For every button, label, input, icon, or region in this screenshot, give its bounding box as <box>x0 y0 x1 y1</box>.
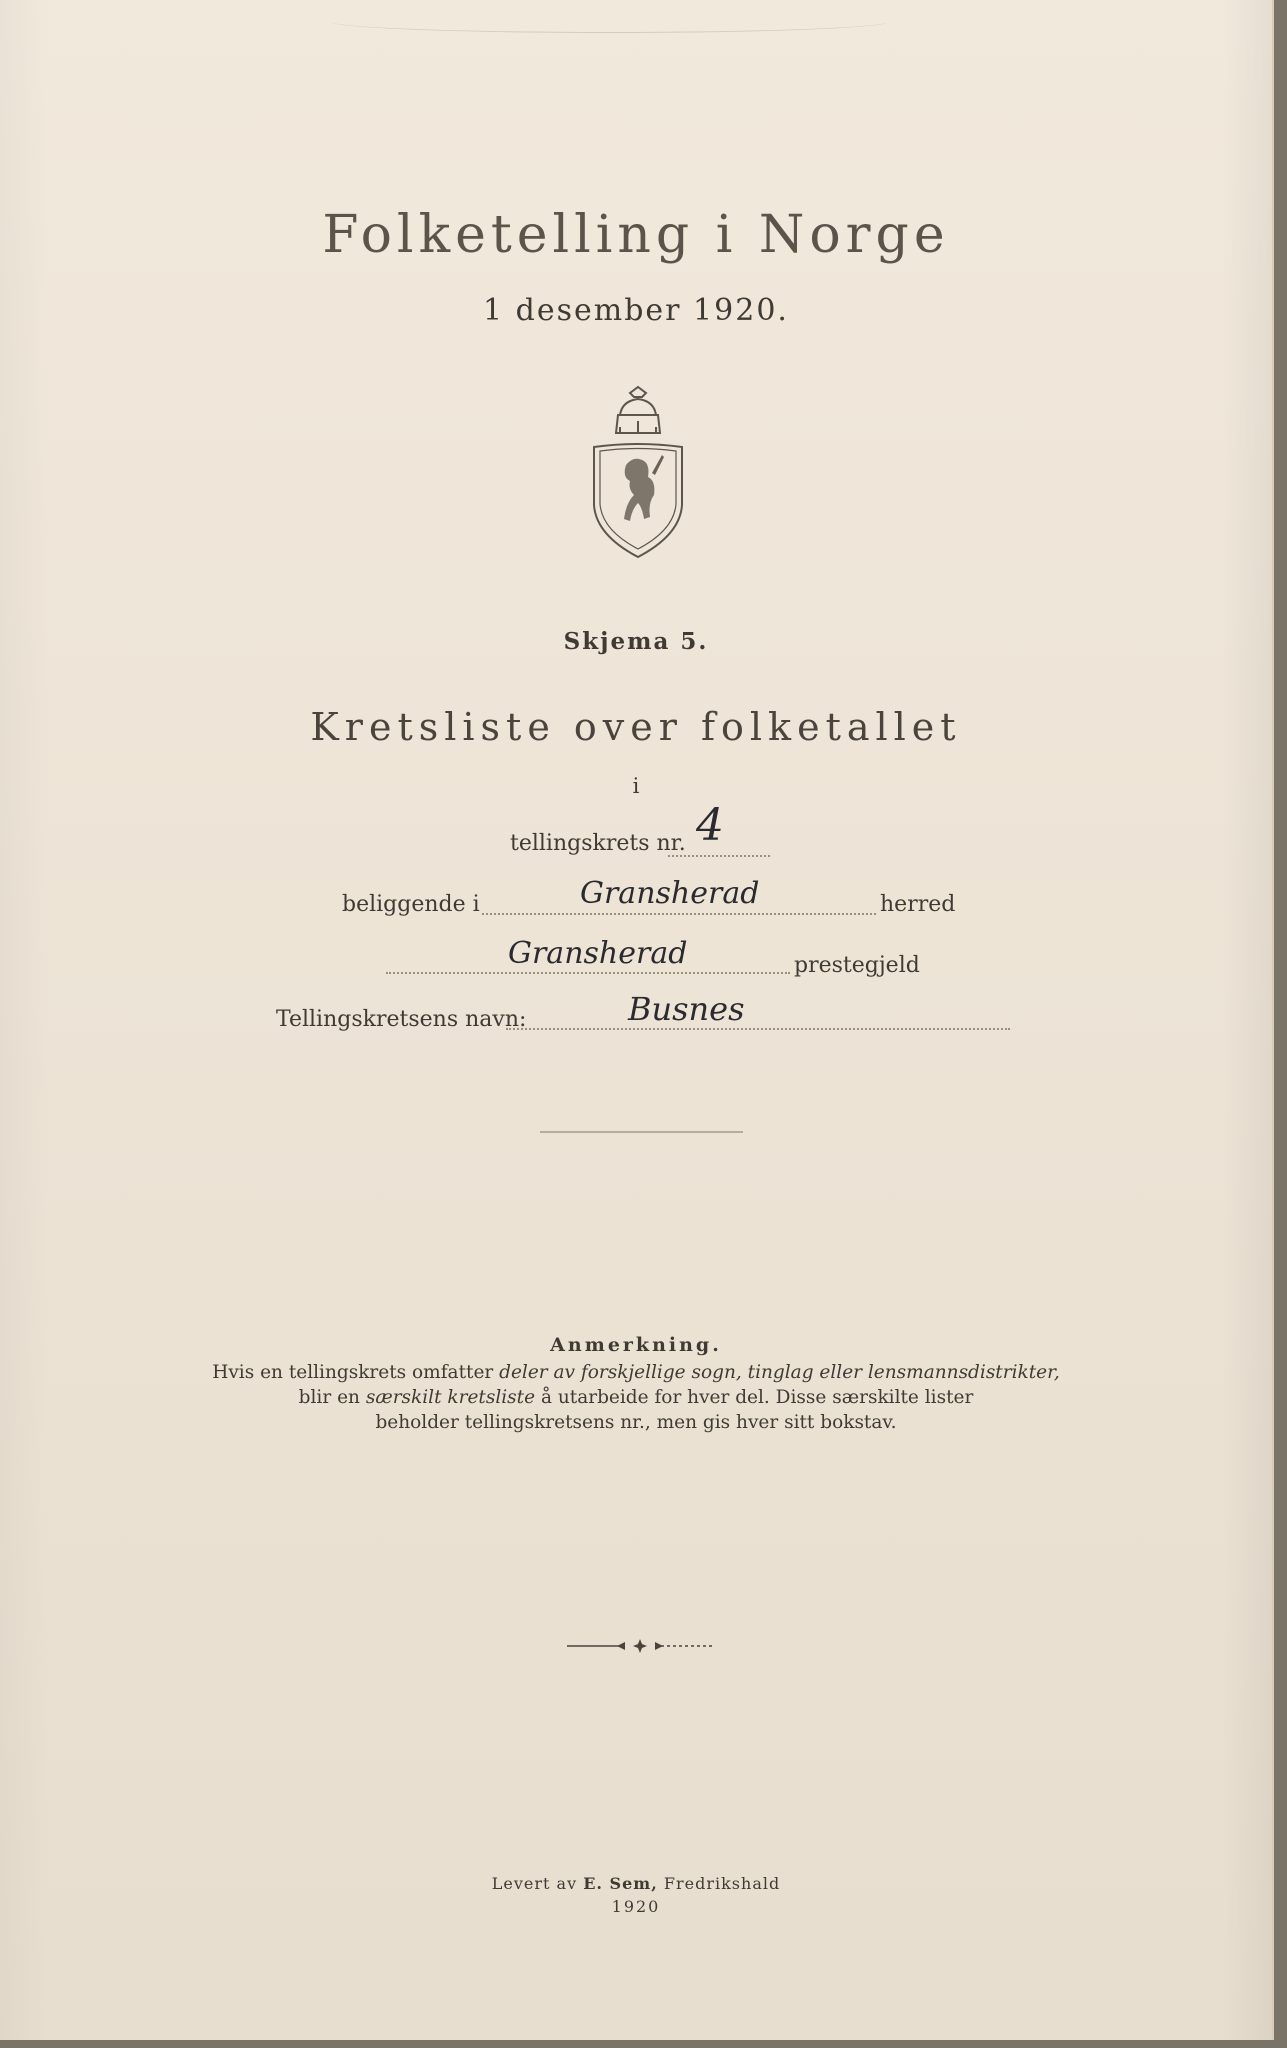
note-line-1-text: Hvis en tellingskrets omfatter <box>212 1362 500 1383</box>
herred-label: herred <box>880 892 956 917</box>
coat-of-arms-icon <box>590 385 686 560</box>
note-line-1-emphasis: deler av forskjellige sogn, tinglag eller lensmannsdistrikter, <box>499 1362 1060 1383</box>
schema-number: Skjema 5. <box>563 628 709 655</box>
paper-fold <box>330 10 890 33</box>
note-line-2 <box>0 1387 1272 1408</box>
printer-place: Fredrikshald <box>657 1874 781 1893</box>
census-date: 1 desember 1920. <box>483 293 789 328</box>
preposition-i: i <box>632 774 640 798</box>
printer-credit <box>0 1874 1272 1893</box>
tellingskrets-line <box>668 855 770 857</box>
note-line-1 <box>0 1362 1272 1383</box>
printer-name: E. Sem, <box>583 1874 658 1893</box>
note-line-2-emphasis: særskilt kretsliste <box>365 1387 536 1408</box>
note-heading: Anmerkning. <box>550 1334 722 1356</box>
divider-rule <box>540 1131 743 1133</box>
tellingskrets-value: 4 <box>696 800 724 851</box>
note-line-2-text-a: blir en <box>298 1387 366 1408</box>
printer-year: 1920 <box>611 1897 661 1916</box>
navn-line <box>506 1028 1010 1030</box>
printer-prefix: Levert av <box>491 1874 584 1893</box>
beliggende-label: beliggende i <box>342 892 480 917</box>
navn-value: Busnes <box>628 990 745 1028</box>
form-heading: Kretsliste over folketallet <box>310 705 962 749</box>
prestegjeld-value: Gransherad <box>508 936 688 971</box>
navn-label: Tellingskretsens navn: <box>276 1007 527 1032</box>
prestegjeld-label: prestegjeld <box>794 953 920 978</box>
document-title: Folketelling i Norge <box>322 205 950 265</box>
beliggende-value: Gransherad <box>580 876 760 911</box>
note-line-2-text-c: å utarbeide for hver del. Disse særskilte lister <box>535 1387 974 1408</box>
tellingskrets-label: tellingskrets nr. <box>510 831 686 856</box>
note-line-3: beholder tellingskretsens nr., men gis hver sitt bokstav. <box>375 1412 897 1433</box>
beliggende-line <box>482 913 876 915</box>
prestegjeld-line <box>386 972 790 974</box>
ornament-divider-icon <box>565 1636 715 1656</box>
